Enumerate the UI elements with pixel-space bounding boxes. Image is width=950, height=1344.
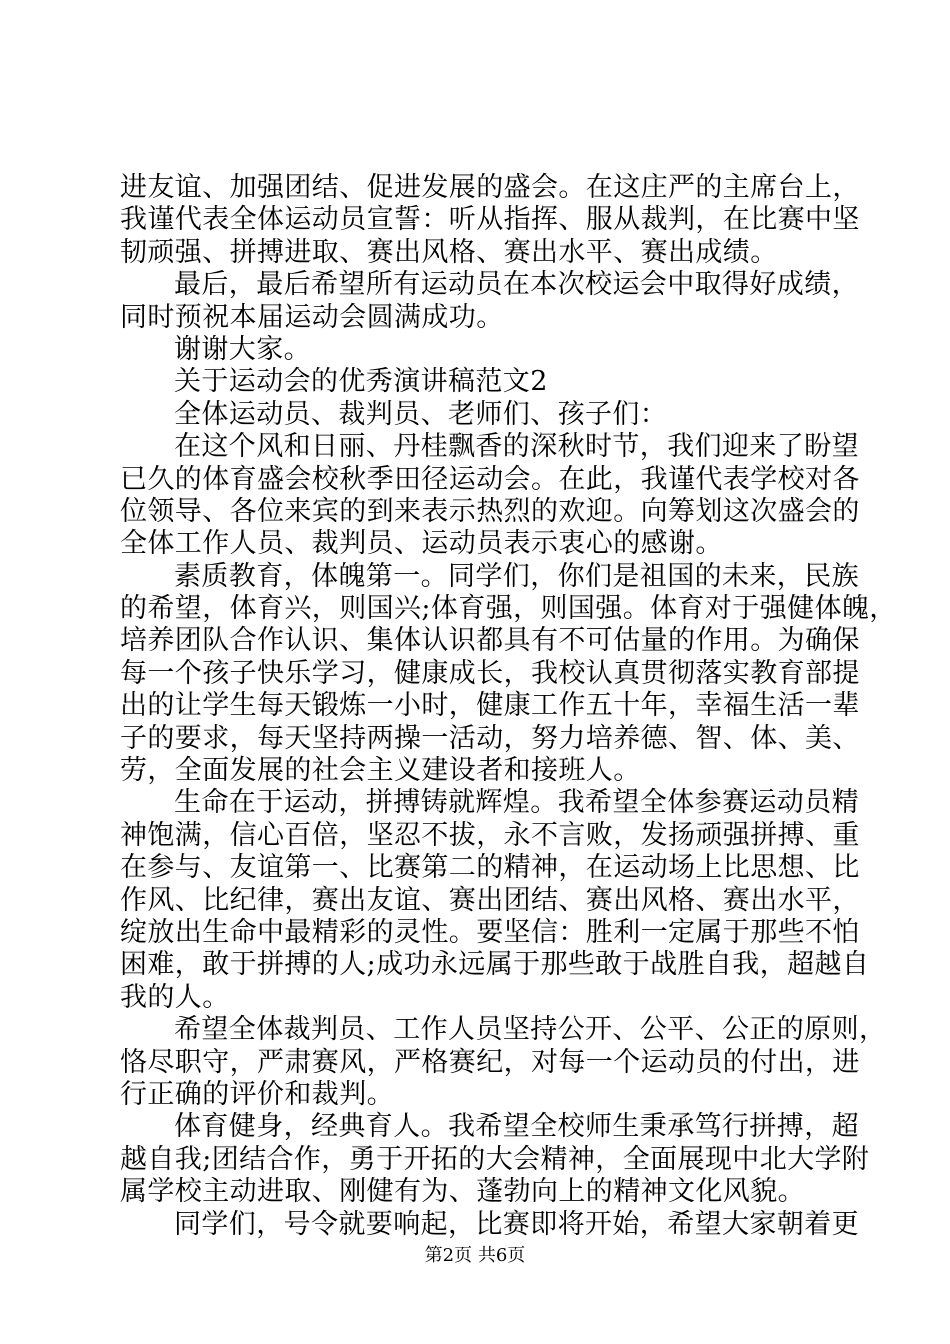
text-line: 已久的体育盛会校秋季田径运动会。在此，我谨代表学校对各 [120,463,860,495]
text-line: 越自我;团结合作，勇于开拓的大会精神，全面展现中北大学附 [120,1143,870,1175]
text-line: 关于运动会的优秀演讲稿范文2 [174,366,548,398]
text-line: 每一个孩子快乐学习，健康成长，我校认真贯彻落实教育部提 [120,657,860,689]
text-line: 我谨代表全体运动员宣誓：听从指挥、服从裁判，在比赛中坚 [120,204,860,236]
page-footer [0,1245,950,1267]
text-line: 劳，全面发展的社会主义建设者和接班人。 [120,755,641,787]
text-line: 同学们，号令就要响起，比赛即将开始，希望大家朝着更 [174,1208,859,1240]
text-line: 子的要求，每天坚持两操一活动，努力培养德、智、体、美、 [120,722,860,754]
text-line: 位领导、各位来宾的到来表示热烈的欢迎。向筹划这次盛会的 [120,495,860,527]
text-line: 希望全体裁判员、工作人员坚持公开、公平、公正的原则， [174,1014,887,1046]
text-line: 进友谊、加强团结、促进发展的盛会。在这庄严的主席台上， [120,172,860,203]
text-line: 神饱满，信心百倍，坚忍不拔，永不言败，发扬顽强拼搏、重 [120,819,860,851]
text-line: 在参与、友谊第一、比赛第二的精神，在运动场上比思想、比 [120,852,860,884]
text-line: 培养团队合作认识、集体认识都具有不可估量的作用。为确保 [120,625,860,657]
text-line: 作风、比纪律，赛出友谊、赛出团结、赛出风格、赛出水平， [120,884,860,916]
text-line: 体育健身，经典育人。我希望全校师生秉承笃行拼搏，超 [174,1111,859,1143]
page-number-label: 第2页 共6页 [424,1245,526,1266]
text-line: 出的让学生每天锻炼一小时，健康工作五十年，幸福生活一辈 [120,690,860,722]
text-line: 韧顽强、拼搏进取、赛出风格、赛出水平、赛出成绩。 [120,236,778,268]
text-line: 的希望，体育兴，则国兴;体育强，则国强。体育对于强健体魄， [120,593,897,625]
text-line: 困难，敢于拼搏的人;成功永远属于那些敢于战胜自我，超越自 [120,949,870,981]
text-line: 最后，最后希望所有运动员在本次校运会中取得好成绩， [174,269,859,301]
text-line: 行正确的评价和裁判。 [120,1078,394,1110]
text-line: 恪尽职守，严肃赛风，严格赛纪，对每一个运动员的付出，进 [120,1046,860,1078]
text-line: 全体工作人员、裁判员、运动员表示衷心的感谢。 [120,528,723,560]
text-line: 生命在于运动，拼搏铸就辉煌。我希望全体参赛运动员精 [174,787,859,819]
text-line: 属学校主动进取、刚健有为、蓬勃向上的精神文化风貌。 [120,1176,805,1208]
text-line: 素质教育，体魄第一。同学们，你们是祖国的未来，民族 [174,560,859,592]
text-line: 全体运动员、裁判员、老师们、孩子们： [174,398,668,430]
document-body [120,172,897,1241]
text-line: 谢谢大家。 [174,333,311,365]
text-line: 绽放出生命中最精彩的灵性。要坚信：胜利一定属于那些不怕 [120,916,860,948]
text-line: 我的人。 [120,981,230,1013]
text-line: 同时预祝本届运动会圆满成功。 [120,301,504,333]
text-line: 在这个风和日丽、丹桂飘香的深秋时节，我们迎来了盼望 [174,431,859,463]
